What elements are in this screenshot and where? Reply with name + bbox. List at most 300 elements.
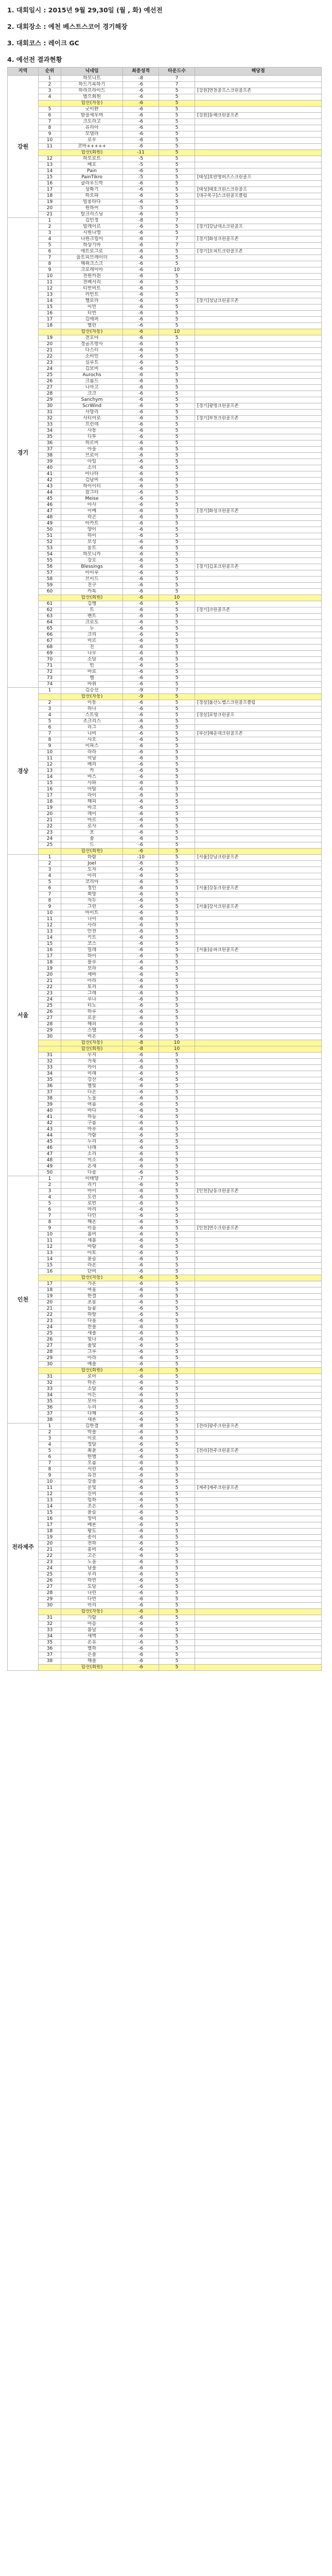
rounds-cell: 5	[159, 1244, 195, 1250]
rounds-cell: 5	[159, 904, 195, 910]
rounds-cell: 5	[159, 1572, 195, 1578]
table-row	[8, 1541, 322, 1547]
score-cell: -6	[123, 1189, 159, 1195]
rounds-cell: 5	[159, 1325, 195, 1331]
nickname-cell: 구름	[61, 1121, 123, 1127]
nickname-cell: 카	[61, 768, 123, 774]
table-row	[8, 577, 322, 583]
score-cell: -5	[123, 175, 159, 181]
table-row	[8, 1386, 322, 1393]
store-cell	[195, 675, 322, 682]
store-cell	[195, 1504, 322, 1510]
score-cell: -6	[123, 978, 159, 985]
nickname-cell: 소담	[61, 657, 123, 663]
rank-cell: 73	[39, 675, 61, 682]
rounds-cell: 5	[159, 1665, 195, 1671]
rank-cell: 49	[39, 521, 61, 527]
nickname-cell: 하라프라이드	[61, 88, 123, 94]
rank-cell: 36	[39, 440, 61, 447]
nickname-cell: 하모로트	[61, 156, 123, 162]
table-row	[8, 1244, 322, 1250]
table-row	[8, 1077, 322, 1083]
table-row	[8, 595, 322, 601]
rank-cell: 10	[39, 910, 61, 917]
store-cell	[195, 1114, 322, 1121]
score-cell: -6	[123, 527, 159, 533]
nickname-cell: 별린	[61, 323, 123, 329]
store-cell: [서울]송파크린골프존	[195, 947, 322, 954]
rank-cell: 31	[39, 1053, 61, 1059]
table-row	[8, 632, 322, 638]
rounds-cell: 5	[159, 1263, 195, 1269]
store-cell	[195, 836, 322, 842]
rank-cell	[39, 694, 61, 700]
rank-cell: 6	[39, 886, 61, 892]
score-cell: -6	[123, 577, 159, 583]
score-cell: -6	[123, 737, 159, 743]
score-cell: -6	[123, 1467, 159, 1473]
store-cell	[195, 1454, 322, 1461]
store-cell	[195, 1522, 322, 1529]
store-cell	[195, 781, 322, 787]
score-cell: -6	[123, 1263, 159, 1269]
table-row	[8, 113, 322, 119]
rounds-cell: 5	[159, 428, 195, 434]
nickname-cell: 티노	[61, 1003, 123, 1009]
score-cell: -6	[123, 342, 159, 348]
nickname-cell: 한별	[61, 1454, 123, 1461]
rank-cell: 22	[39, 824, 61, 830]
store-cell	[195, 830, 322, 836]
rounds-cell: 5	[159, 422, 195, 428]
rank-cell: 21	[39, 978, 61, 985]
nickname-cell: 은솔	[61, 1652, 123, 1658]
score-cell: -6	[123, 416, 159, 422]
nickname-cell: 그루	[61, 1349, 123, 1355]
store-cell: [전라]광주크린골프존	[195, 1423, 322, 1430]
rounds-cell: 5	[159, 1009, 195, 1015]
nickname-cell: 합산(회원)	[61, 150, 123, 156]
rounds-cell: 5	[159, 1467, 195, 1473]
score-cell: -6	[123, 1232, 159, 1238]
table-row	[8, 187, 322, 193]
rounds-cell: 5	[159, 144, 195, 150]
rounds-cell: 7	[159, 243, 195, 249]
table-row	[8, 558, 322, 564]
rounds-cell: 5	[159, 805, 195, 811]
store-cell	[195, 100, 322, 107]
nickname-cell: 김뱅	[61, 601, 123, 607]
rank-cell: 25	[39, 1331, 61, 1337]
store-cell: [서울]강동크린골프존	[195, 886, 322, 892]
nickname-cell: 마로	[61, 669, 123, 675]
nickname-cell: 이빈	[61, 304, 123, 311]
rank-cell: 38	[39, 1096, 61, 1102]
score-cell: -6	[123, 861, 159, 867]
score-cell: -6	[123, 867, 159, 873]
table-row	[8, 1133, 322, 1139]
store-cell	[195, 1436, 322, 1442]
rounds-cell: 5	[159, 1300, 195, 1306]
rank-cell: 30	[39, 1603, 61, 1609]
rounds-cell: 5	[159, 793, 195, 799]
store-cell	[195, 1331, 322, 1337]
rounds-cell: 5	[159, 1003, 195, 1009]
rank-cell: 22	[39, 354, 61, 360]
score-cell: -6	[123, 311, 159, 317]
rounds-cell: 5	[159, 502, 195, 509]
nickname-cell: 다빈	[61, 1597, 123, 1603]
store-cell	[195, 1275, 322, 1281]
table-row	[8, 181, 322, 187]
table-row	[8, 811, 322, 818]
table-row	[8, 298, 322, 304]
store-cell: [경기]화성크린골프존	[195, 236, 322, 243]
nickname-cell: 배호	[61, 162, 123, 168]
region-cell: 전라제주	[8, 1423, 39, 1671]
score-cell: -6	[123, 224, 159, 230]
rounds-cell: 5	[159, 614, 195, 620]
store-cell	[195, 434, 322, 440]
table-row	[8, 1003, 322, 1009]
score-cell: -6	[123, 657, 159, 663]
nickname-cell: 전원카윈	[61, 274, 123, 280]
nickname-cell: 라이	[61, 793, 123, 799]
store-cell	[195, 1405, 322, 1411]
score-cell: -6	[123, 1504, 159, 1510]
table-row	[8, 645, 322, 651]
store-cell	[195, 1028, 322, 1034]
rounds-cell: 5	[159, 657, 195, 663]
rank-cell: 48	[39, 515, 61, 521]
nickname-cell: 들꽃	[61, 1306, 123, 1312]
rank-cell: 3	[39, 1436, 61, 1442]
store-cell	[195, 867, 322, 873]
rounds-cell: 5	[159, 1232, 195, 1238]
rounds-cell: 5	[159, 811, 195, 818]
nickname-cell: 별으회원	[61, 94, 123, 100]
rounds-cell: 5	[159, 162, 195, 168]
store-cell: [대구북구]스크린골프클럽	[195, 193, 322, 199]
nickname-cell: 미래	[61, 1071, 123, 1077]
table-row	[8, 904, 322, 910]
rounds-cell: 5	[159, 212, 195, 218]
table-row	[8, 861, 322, 867]
score-cell: -6	[123, 94, 159, 100]
rank-cell: 65	[39, 626, 61, 632]
nickname-cell: 임하	[61, 1498, 123, 1504]
rank-cell: 40	[39, 465, 61, 471]
rank-cell: 24	[39, 836, 61, 842]
rounds-cell: 5	[159, 1621, 195, 1628]
nickname-cell: 시원나영	[61, 230, 123, 236]
store-cell: [경기]광명크린골프존	[195, 403, 322, 410]
rounds-cell: 5	[159, 626, 195, 632]
rounds-cell: 5	[159, 978, 195, 985]
score-cell: -8	[123, 1046, 159, 1053]
store-cell	[195, 1164, 322, 1170]
rounds-cell: 5	[159, 1628, 195, 1634]
score-cell: -6	[123, 1584, 159, 1590]
store-cell	[195, 1312, 322, 1318]
store-cell	[195, 366, 322, 372]
rank-cell: 26	[39, 1337, 61, 1343]
rounds-cell: 5	[159, 1034, 195, 1040]
store-cell	[195, 459, 322, 465]
table-row	[8, 651, 322, 657]
nickname-cell: 해피	[61, 1022, 123, 1028]
table-row	[8, 94, 322, 100]
rounds-cell: 5	[159, 1380, 195, 1386]
store-cell	[195, 1374, 322, 1380]
table-row	[8, 156, 322, 162]
table-row	[8, 422, 322, 428]
rank-cell: 48	[39, 1158, 61, 1164]
table-row	[8, 125, 322, 131]
table-row	[8, 100, 322, 107]
rounds-cell: 5	[159, 1343, 195, 1349]
store-cell	[195, 935, 322, 941]
table-row	[8, 1257, 322, 1263]
rounds-cell: 5	[159, 1355, 195, 1362]
nickname-cell: 합산(자동)	[61, 329, 123, 335]
rank-cell: 4	[39, 236, 61, 243]
rank-cell: 47	[39, 1151, 61, 1158]
nickname-cell: 다해	[61, 1411, 123, 1417]
rank-cell: 32	[39, 1380, 61, 1386]
table-row	[8, 465, 322, 471]
rank-cell: 67	[39, 638, 61, 645]
store-cell	[195, 1195, 322, 1201]
table-row	[8, 607, 322, 614]
rounds-cell: 5	[159, 768, 195, 774]
nickname-cell: 세바	[61, 972, 123, 978]
table-row	[8, 280, 322, 286]
rounds-cell: 7	[159, 82, 195, 88]
table-row	[8, 348, 322, 354]
score-cell: -6	[123, 1516, 159, 1522]
table-row	[8, 1343, 322, 1349]
rank-cell: 41	[39, 471, 61, 478]
score-cell: -6	[123, 1615, 159, 1621]
store-cell	[195, 917, 322, 923]
rounds-cell: 5	[159, 799, 195, 805]
score-cell: -6	[123, 274, 159, 280]
nickname-cell: 합산(회원)	[61, 1665, 123, 1671]
table-row	[8, 1213, 322, 1219]
rank-cell: 4	[39, 94, 61, 100]
rounds-cell: 5	[159, 379, 195, 385]
rank-cell: 30	[39, 1362, 61, 1368]
nickname-cell: 아토	[61, 1250, 123, 1257]
rounds-cell: 5	[159, 304, 195, 311]
rank-cell: 29	[39, 1355, 61, 1362]
score-cell: -6	[123, 583, 159, 589]
rank-cell: 46	[39, 502, 61, 509]
store-cell	[195, 1368, 322, 1374]
rank-cell: 3	[39, 88, 61, 94]
table-row	[8, 515, 322, 521]
rank-cell: 50	[39, 1170, 61, 1176]
store-cell: [경상]울산노벨스크린골프클럽	[195, 700, 322, 706]
rounds-cell: 5	[159, 335, 195, 342]
rounds-cell: 5	[159, 1213, 195, 1219]
rank-cell: 43	[39, 484, 61, 490]
rounds-cell: 5	[159, 941, 195, 947]
nickname-cell: 김에퍼	[61, 317, 123, 323]
nickname-cell: 밀레	[61, 947, 123, 954]
nickname-cell: 이든	[61, 1393, 123, 1399]
table-row	[8, 1442, 322, 1448]
table-row	[8, 274, 322, 280]
table-row	[8, 1219, 322, 1226]
score-cell: -6	[123, 700, 159, 706]
table-row	[8, 960, 322, 966]
nickname-cell: 빈	[61, 663, 123, 669]
table-row	[8, 1195, 322, 1201]
store-cell	[195, 1083, 322, 1090]
rank-cell: 32	[39, 416, 61, 422]
rank-cell: 16	[39, 947, 61, 954]
score-cell: -9	[123, 688, 159, 694]
nickname-cell: 정담	[61, 1442, 123, 1448]
score-cell: -6	[123, 1071, 159, 1077]
rounds-cell: 10	[159, 267, 195, 274]
nickname-cell: 해피	[61, 799, 123, 805]
table-row	[8, 1597, 322, 1603]
rounds-cell: 5	[159, 694, 195, 700]
rank-cell: 21	[39, 1306, 61, 1312]
nickname-cell: 문빛	[61, 1485, 123, 1492]
table-row	[8, 1287, 322, 1294]
rounds-cell: 5	[159, 533, 195, 539]
rounds-cell: 5	[159, 589, 195, 595]
score-cell: -6	[123, 811, 159, 818]
store-cell: [태성]태호크린스크린골프	[195, 187, 322, 193]
table-row	[8, 323, 322, 329]
nickname-cell: 합산(자동)	[61, 1275, 123, 1281]
score-cell: -6	[123, 954, 159, 960]
event-venue-line: 2. 대회장소 : 예천 베스트스코어 경기해장	[7, 23, 128, 30]
store-cell	[195, 1250, 322, 1257]
nickname-cell: 루나	[61, 997, 123, 1003]
rounds-cell: 5	[159, 1114, 195, 1121]
store-cell	[195, 1603, 322, 1609]
store-cell	[195, 379, 322, 385]
rank-cell: 22	[39, 1553, 61, 1560]
rounds-cell: 5	[159, 1102, 195, 1108]
table-row	[8, 910, 322, 917]
header-rounds: 타운드수	[159, 67, 195, 76]
score-cell: -8	[123, 1040, 159, 1046]
rank-cell: 29	[39, 1028, 61, 1034]
rank-cell: 22	[39, 1312, 61, 1318]
table-row	[8, 1621, 322, 1628]
store-cell	[195, 1640, 322, 1646]
table-row	[8, 1504, 322, 1510]
nickname-cell: 바스	[61, 774, 123, 781]
rank-cell: 8	[39, 898, 61, 904]
table-row	[8, 1090, 322, 1096]
store-cell	[195, 156, 322, 162]
score-cell: -6	[123, 1083, 159, 1090]
rank-cell: 19	[39, 966, 61, 972]
nickname-cell: 나원크립이	[61, 236, 123, 243]
score-cell: -6	[123, 793, 159, 799]
rank-cell: 47	[39, 509, 61, 515]
rank-cell: 1	[39, 76, 61, 82]
store-cell	[195, 1393, 322, 1399]
score-cell: -6	[123, 607, 159, 614]
table-row	[8, 379, 322, 385]
rank-cell: 33	[39, 1628, 61, 1634]
store-cell	[195, 1535, 322, 1541]
rounds-cell: 5	[159, 645, 195, 651]
table-row	[8, 1028, 322, 1034]
table-row	[8, 1510, 322, 1516]
score-cell: -6	[123, 1547, 159, 1553]
store-cell	[195, 1461, 322, 1467]
store-cell	[195, 645, 322, 651]
score-cell: -6	[123, 1448, 159, 1454]
score-cell: -6	[123, 1665, 159, 1671]
rank-cell: 7	[39, 119, 61, 125]
nickname-cell: 합산(회원)	[61, 1368, 123, 1374]
store-cell	[195, 1498, 322, 1504]
rounds-cell: 5	[159, 1127, 195, 1133]
nickname-cell: Meise	[61, 496, 123, 502]
rounds-cell: 5	[159, 1479, 195, 1485]
score-cell: -6	[123, 113, 159, 119]
nickname-cell: Aurochs	[61, 372, 123, 379]
nickname-cell: 브이드	[61, 577, 123, 583]
rounds-cell: 5	[159, 1294, 195, 1300]
nickname-cell: 유진	[61, 1473, 123, 1479]
table-row	[8, 675, 322, 682]
rank-cell: 9	[39, 904, 61, 910]
nickname-cell: 아라	[61, 978, 123, 985]
rank-cell: 29	[39, 397, 61, 403]
table-row	[8, 335, 322, 342]
rounds-cell: 5	[159, 1133, 195, 1139]
store-cell	[195, 533, 322, 539]
nickname-cell: 빛나	[61, 1337, 123, 1343]
score-cell: -6	[123, 558, 159, 564]
table-row	[8, 1374, 322, 1380]
nickname-cell: 하상기마	[61, 243, 123, 249]
table-row	[8, 478, 322, 484]
rank-cell: 12	[39, 156, 61, 162]
store-cell: [경기]크린골프존	[195, 607, 322, 614]
rank-cell: 57	[39, 570, 61, 577]
store-cell	[195, 311, 322, 317]
store-cell	[195, 1553, 322, 1560]
rank-cell: 51	[39, 533, 61, 539]
store-cell	[195, 620, 322, 626]
nickname-cell: 라라	[61, 750, 123, 756]
nickname-cell: 벤트	[61, 614, 123, 620]
rank-cell: 18	[39, 1287, 61, 1294]
rank-cell: 69	[39, 651, 61, 657]
store-cell	[195, 304, 322, 311]
table-row	[8, 1355, 322, 1362]
table-row	[8, 620, 322, 626]
nickname-cell: 양이	[61, 527, 123, 533]
table-row	[8, 719, 322, 725]
score-cell: -6	[123, 1640, 159, 1646]
nickname-cell: 마이트	[61, 910, 123, 917]
rank-cell: 29	[39, 1597, 61, 1603]
